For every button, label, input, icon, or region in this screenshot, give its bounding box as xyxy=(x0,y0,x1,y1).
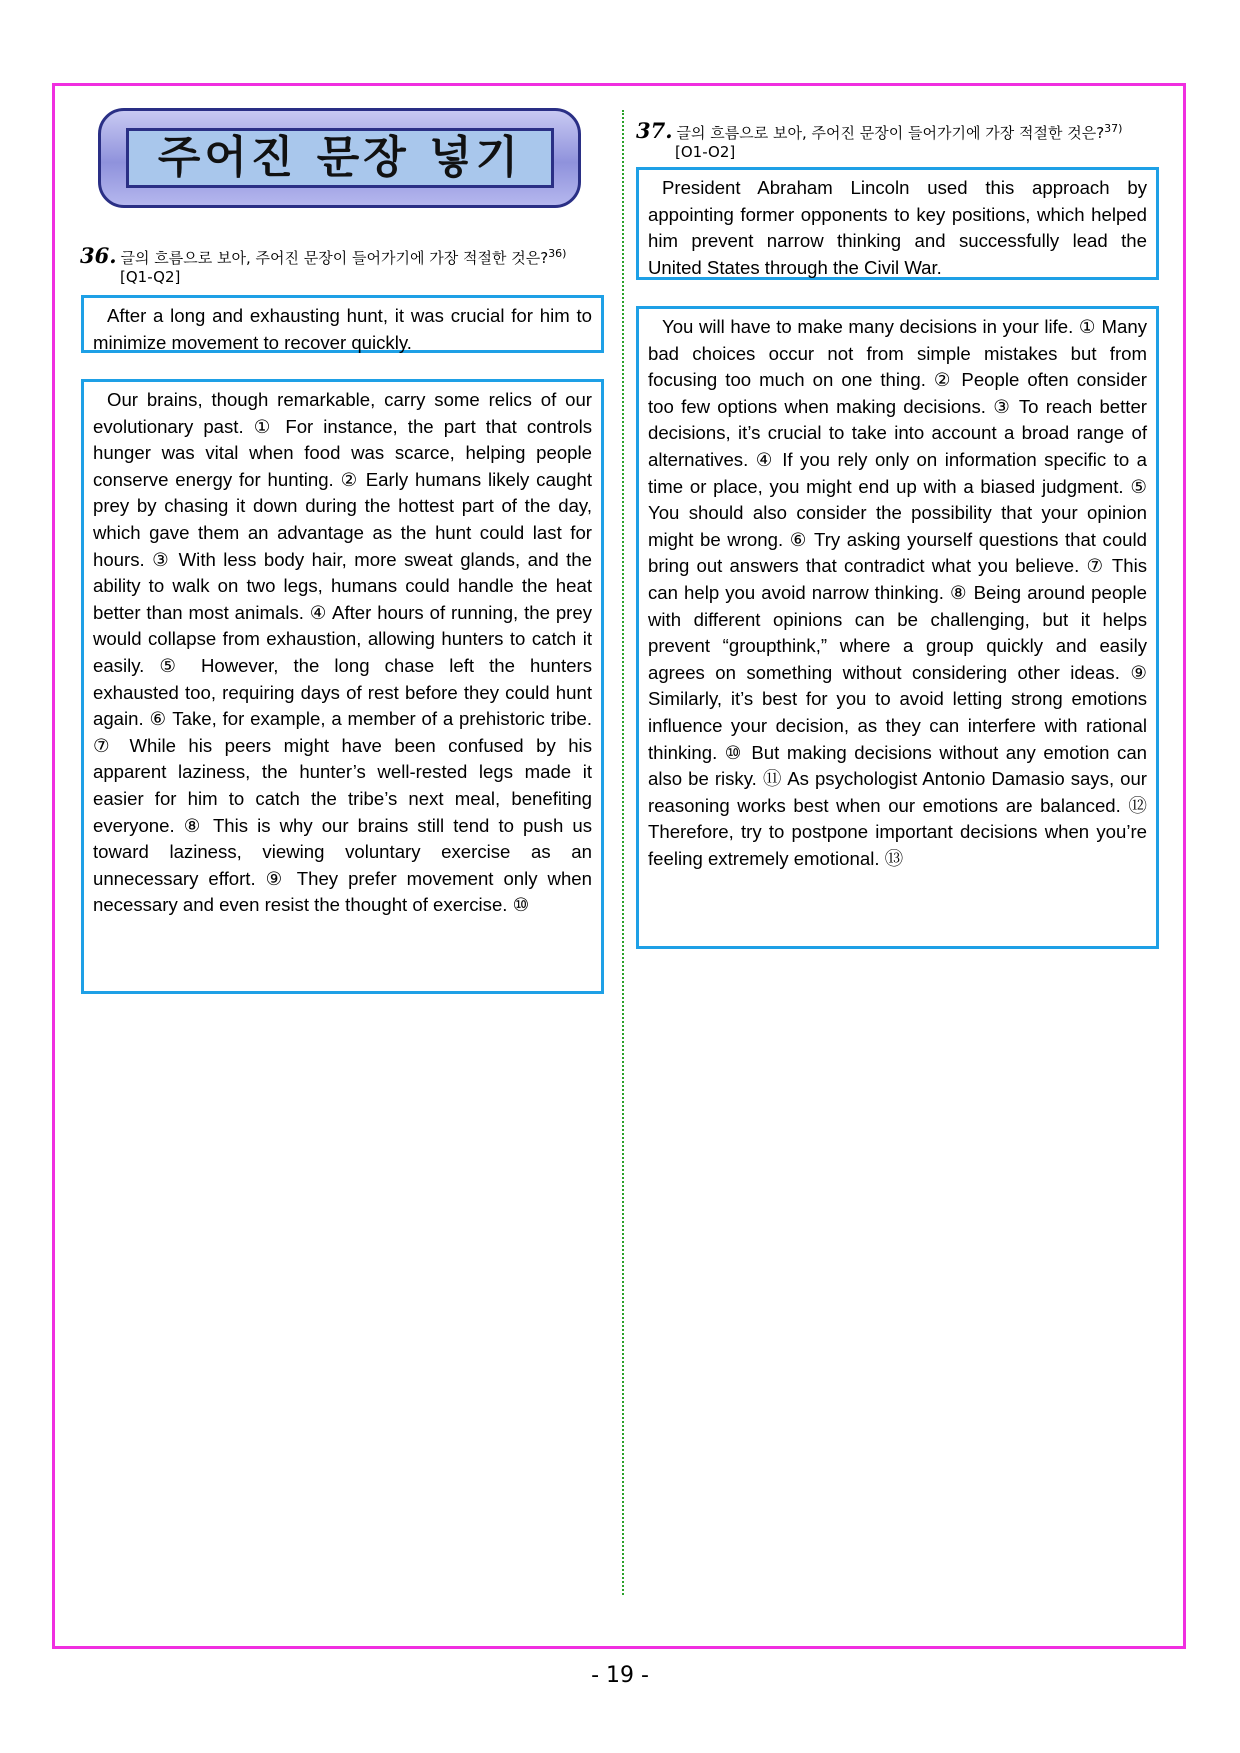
page-number: - 19 - xyxy=(591,1663,649,1688)
question-number: 36. xyxy=(80,243,117,268)
column-divider xyxy=(622,110,624,1595)
question-36-header xyxy=(80,243,620,269)
question-37-passage-box xyxy=(636,306,1159,949)
question-36-passage-box xyxy=(81,379,604,994)
question-prompt: 글의 흐름으로 보아, 주어진 문장이 들어가기에 가장 적절한 것은? xyxy=(676,124,1105,142)
question-37-header xyxy=(636,118,1181,144)
question-36-code: [Q1-Q2] xyxy=(120,268,181,286)
given-sentence: After a long and exhausting hunt, it was crucial for him to minimize movement to recover quickly. xyxy=(93,305,592,353)
given-sentence: President Abraham Lincoln used this approach by appointing former opponents to key positions, which helped him prevent narrow thinking and successfully lead the United States through the Civil War. xyxy=(648,177,1147,278)
question-37-given-sentence-box xyxy=(636,167,1159,280)
question-36-given-sentence-box xyxy=(81,295,604,353)
question-number: 37. xyxy=(636,118,673,143)
section-title-panel xyxy=(126,128,554,188)
footnote-marker: 36) xyxy=(548,247,567,260)
passage-text: Our brains, though remarkable, carry some relics of our evolutionary past. ① For instance, the part that controls hunger was vital when food was scarce, helping people conserve energy for hunting. ② Early humans likely caught prey by chasing it down during the hottest part of the day, which gave them an advantage as the hunt could last for hours. ③ With less body hair, more sweat glands, and the ability to walk on two legs, humans could handle the heat better than most animals. ④ After hours of running, the prey would collapse from exhaustion, allowing hunters to catch it easily. ⑤ However, the long chase left the hunters exhausted too, requiring days of rest before they could hunt again. ⑥ Take, for example, a member of a prehistoric tribe. ⑦ While his peers might have been confused by his apparent laziness, the hunter’s well-rested legs made it easier for him to catch the tribe’s next meal, benefiting everyone. ⑧ This is why our brains still tend to push us toward laziness, viewing voluntary exercise as an unnecessary effort. ⑨ They prefer movement only when necessary and even resist the thought of exercise. ⑩ xyxy=(93,389,592,916)
question-37-code: [O1-O2] xyxy=(675,143,736,161)
passage-text: You will have to make many decisions in your life. ① Many bad choices occur not from simple mistakes but from focusing too much on one thing. ② People often consider too few options when making decisions. ③ To reach better decisions, it’s crucial to take into account a broad range of alternatives. ④ If you rely only on information specific to a time or place, you might end up with a biased judgment. ⑤ You should also consider the possibility that your opinion might be wrong. ⑥ Try asking yourself questions that could bring out answers that contradict what you believe. ⑦ This can help you avoid narrow thinking. ⑧ Being around people with different opinions can be challenging, but it helps prevent “groupthink,” where a group quickly and easily agrees on something without considering other ideas. ⑨ Similarly, it’s best for you to avoid letting strong emotions influence your decision, as they can interfere with rational thinking. ⑩ But making decisions without any emotion can also be risky. ⑪ As psychologist Antonio Damasio says, our reasoning works best when our emotions are balanced. ⑫ Therefore, try to postpone important decisions when you’re feeling extremely emotional. ⑬ xyxy=(648,316,1147,869)
question-prompt: 글의 흐름으로 보아, 주어진 문장이 들어가기에 가장 적절한 것은? xyxy=(120,249,549,267)
footnote-marker: 37) xyxy=(1104,122,1123,135)
section-title: 주어진 문장 넣기 xyxy=(157,132,523,183)
